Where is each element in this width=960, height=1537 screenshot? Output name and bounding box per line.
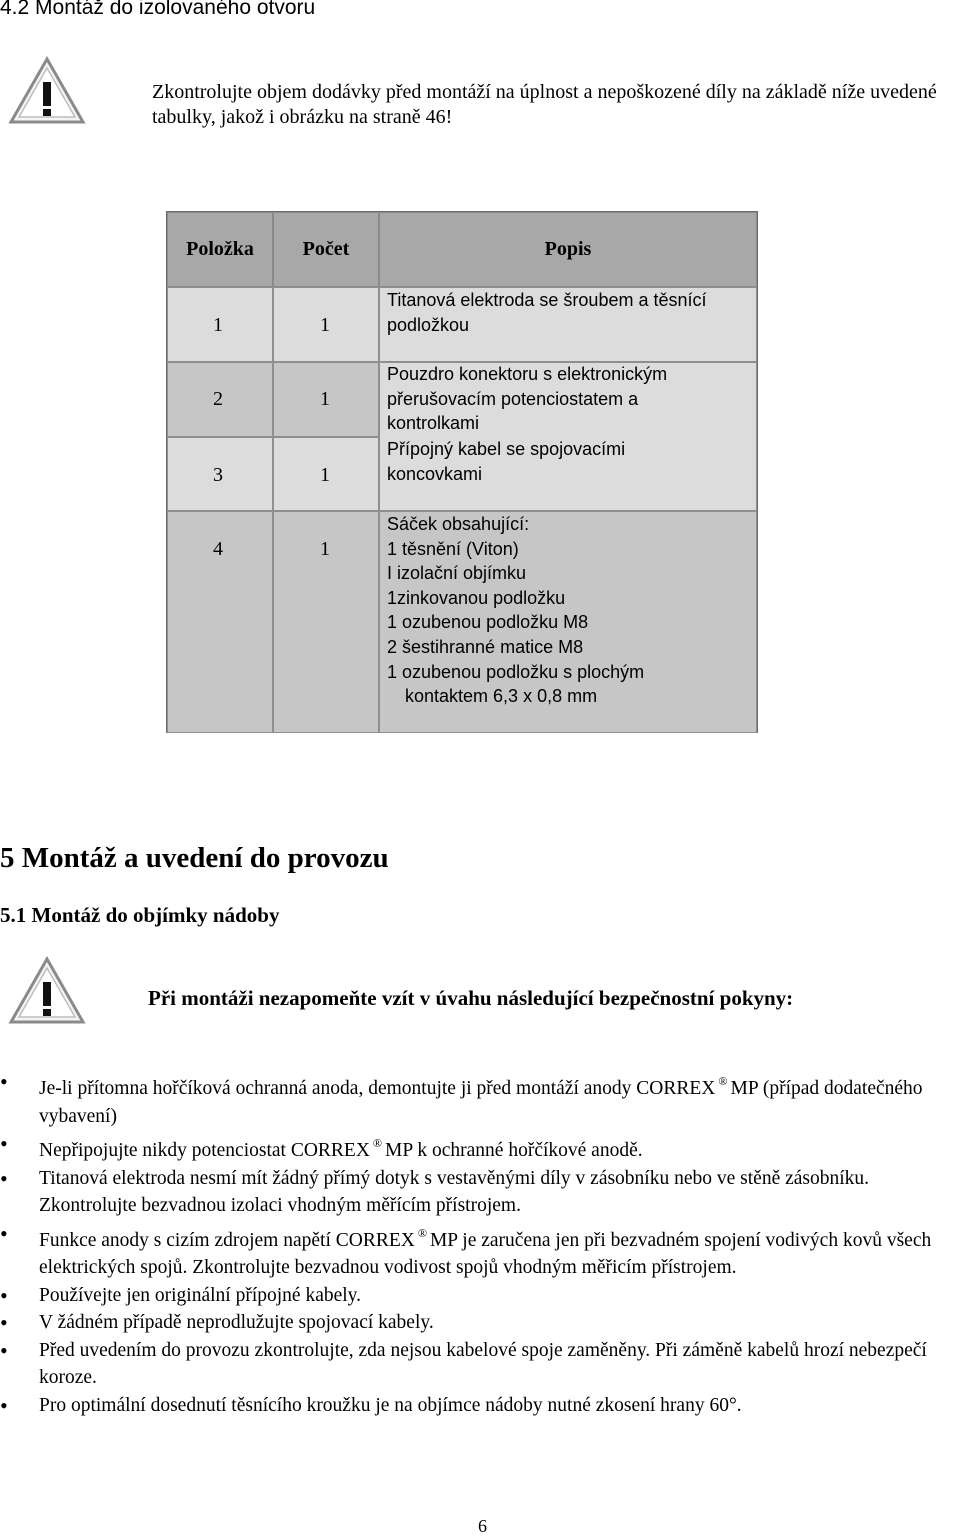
row-3-count: 1 [320,464,330,486]
row-4-item: 4 [213,538,223,560]
warning-triangle-icon [8,956,86,1026]
page-number: 6 [478,1516,487,1536]
row-1-description: Titanová elektroda se šroubem a těsnící podložkou [387,290,707,335]
header-description: Popis [379,212,757,287]
list-item: • Nepřipojujte nikdy potenciostat CORREX ® MP k ochranné hořčíkové anodě. [0,1130,950,1165]
list-item: • Pro optimální dosednutí těsnícího kroužku je na objímce nádoby nutné zkosení hrany 60°. [0,1392,950,1420]
warning-triangle-icon [8,56,86,126]
row-3-item: 3 [213,464,223,486]
row-2-description: Pouzdro konektoru s elektronickým přerušovacím potenciostatem a kontrolkami [387,364,668,434]
intro-text: Zkontrolujte objem dodávky před montáží na úplnost a nepoškozené díly na základě níže uvedené tabulky, jakož i obrázku na straně 46! [152,81,937,128]
section-heading-5: 5 Montáž a uvedení do provozu [0,842,389,874]
section-heading-5-1: 5.1 Montáž do objímky nádoby [0,903,280,927]
registered-mark: ® [372,1136,383,1150]
row-4-description: Sáček obsahující: 1 těsnění (Viton) I izolační objímku 1zinkovanou podložku 1 ozubenou podložku M8 2 šestihranné matice M8 1 ozubenou podložku s plochým kontaktem 6,3 x 0,8 mm [387,514,645,707]
header-item: Položka [167,212,273,287]
row-2-item: 2 [213,388,223,410]
list-item: • Funkce anody s cizím zdrojem napětí CORREX ® MP je zaručena jen při bezvadném spojení vodivých kovů všech elektrických spojů. Zkontrolujte bezvadnou vodivost spojů vhodným měřicím přístrojem. [0,1220,950,1282]
list-item: • Titanová elektroda nesmí mít žádný přímý dotyk s vestavěnými díly v zásobníku nebo ve stěně zásobníku. Zkontrolujte bezvadnou izolaci vhodným měřícím přístrojem. [0,1165,950,1220]
row-1-count: 1 [320,314,330,336]
list-item: • Před uvedením do provozu zkontrolujte, zda nejsou kabelové spoje zaměněny. Při záměně kabelů hrozí nebezpečí koroze. [0,1337,950,1392]
list-item: • Používejte jen originální přípojné kabely. [0,1282,950,1310]
registered-mark: ® [718,1074,728,1088]
row-3-description: Přípojný kabel se spojovacími koncovkami [387,439,626,484]
list-item: • Je-li přítomna hořčíková ochranná anoda, demontujte ji před montáží anody CORREX ® MP (případ dodatečného vybavení) [0,1068,950,1130]
safety-instructions-list [0,1068,950,1419]
row-4-count: 1 [320,538,330,560]
list-item: • V žádném případě neprodlužujte spojovací kabely. [0,1309,950,1337]
registered-mark: ® [417,1225,427,1240]
safety-notice: Při montáži nezapomeňte vzít v úvahu následující bezpečnostní pokyny: [148,986,794,1010]
header-count: Počet [273,212,379,287]
row-1-item: 1 [213,314,223,336]
parts-table [166,211,758,733]
row-2-count: 1 [320,388,330,410]
section-heading-4-2: 4.2 Montáž do izolovaného otvoru [0,0,316,19]
